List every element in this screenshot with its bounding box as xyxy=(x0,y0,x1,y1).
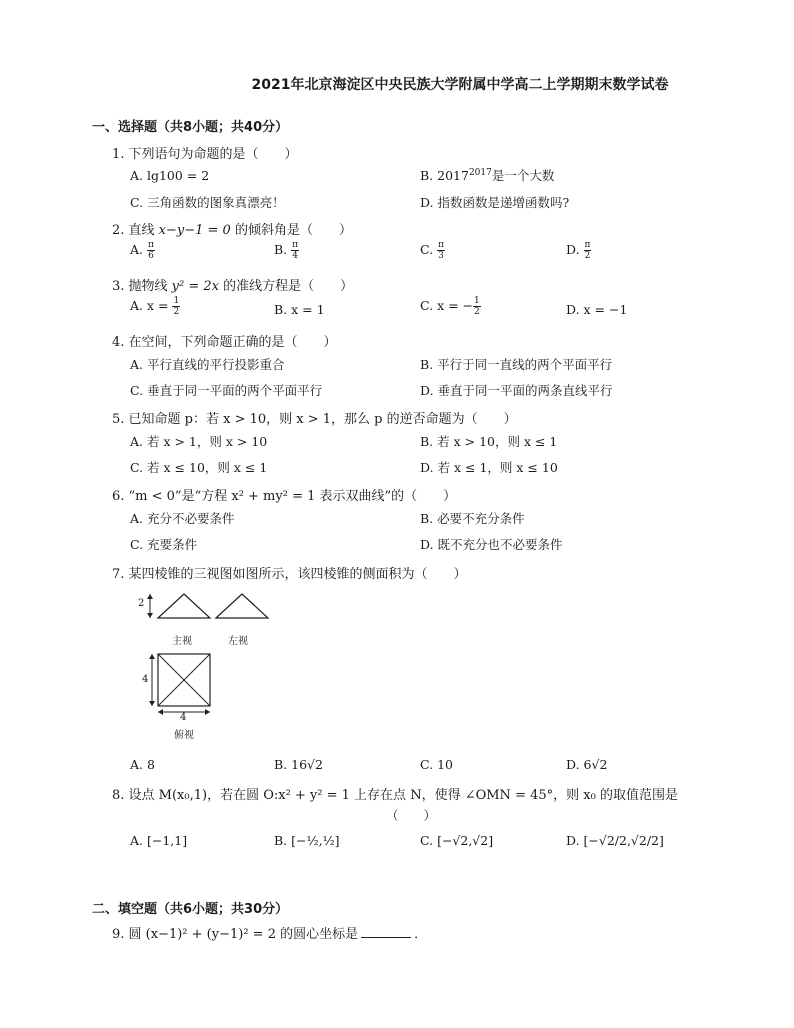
question-6-option-b: B. 必要不充分条件 xyxy=(420,511,525,526)
question-4-option-c: C. 垂直于同一平面的两个平面平行 xyxy=(130,383,323,398)
figure-height-label: 2 xyxy=(138,598,145,609)
question-5-stem: 5. 已知命题 p：若 x > 10，则 x > 1，那么 p 的逆否命题为（ ） xyxy=(112,412,517,427)
question-5-option-d: D. 若 x ≤ 1，则 x ≤ 10 xyxy=(420,460,558,475)
page-title: 2021年北京海淀区中央民族大学附属中学高二上学期期末数学试卷 xyxy=(251,77,669,93)
question-8-option-a: A. [−1,1] xyxy=(130,833,188,848)
question-1-option-c: C. 三角函数的图象真漂亮！ xyxy=(130,195,285,210)
figure-side-length-label: 4 xyxy=(142,674,149,685)
question-2-option-c: C. $\frac{\pi}{3}$ xyxy=(420,240,444,261)
question-1-option-b: B. $2017^{2017}$是一个大数 xyxy=(420,167,555,183)
question-7-stem: 7. 某四棱锥的三视图如图所示，该四棱锥的侧面积为（ ） xyxy=(112,567,467,582)
question-7-option-d: D. 6√2 xyxy=(566,757,608,772)
figure-front-view-label: 主视 xyxy=(172,636,192,647)
question-7-option-b: B. 16√2 xyxy=(274,757,323,772)
figure-top-view-label: 俯视 xyxy=(174,730,194,741)
figure-bottom-length-label: 4 xyxy=(180,712,187,723)
question-1-stem: 1. 下列语句为命题的是（ ） xyxy=(112,147,298,162)
three-view-figure xyxy=(136,586,296,746)
question-2-option-a: A. $\frac{\pi}{6}$ xyxy=(130,240,154,261)
question-9-stem: 9. 圆 (x−1)² + (y−1)² = 2 的圆心坐标是 ． xyxy=(112,927,428,942)
question-8-option-d: D. [−√2/2,√2/2] xyxy=(566,833,664,848)
question-3-option-a: A. x = $\frac{1}{2}$ xyxy=(130,296,180,317)
question-5-option-a: A. 若 x > 1，则 x > 10 xyxy=(130,434,268,449)
question-4-stem: 4. 在空间，下列命题正确的是（ ） xyxy=(112,335,337,350)
figure-left-view-label: 左视 xyxy=(228,636,248,647)
question-2-option-b: B. $\frac{\pi}{4}$ xyxy=(274,240,299,261)
question-8-stem: 8. 设点 M(x₀,1)，若在圆 O:x² + y² = 1 上存在点 N，使得 ∠OMN = 45°，则 x₀ 的取值范围是 xyxy=(112,788,678,803)
question-5-option-b: B. 若 x > 10，则 x ≤ 1 xyxy=(420,434,558,449)
question-7-option-c: C. 10 xyxy=(420,757,453,772)
section-fill-heading: 二、填空题（共6小题；共30分） xyxy=(92,902,289,917)
question-8-answer-paren: （ ） xyxy=(386,808,437,823)
question-7-option-a: A. 8 xyxy=(130,757,155,772)
question-8-option-b: B. [−½,½] xyxy=(274,833,340,848)
question-6-option-a: A. 充分不必要条件 xyxy=(130,511,235,526)
question-4-option-d: D. 垂直于同一平面的两条直线平行 xyxy=(420,383,613,398)
question-3-option-b: B. x = 1 xyxy=(274,302,325,317)
three-view-drawing xyxy=(136,586,296,746)
question-1-option-a: A. lg100 = 2 xyxy=(130,168,210,183)
question-5-option-c: C. 若 x ≤ 10，则 x ≤ 1 xyxy=(130,460,268,475)
question-3-option-c: C. x = − $\frac{1}{2}$ xyxy=(420,296,480,317)
question-6-option-d: D. 既不充分也不必要条件 xyxy=(420,537,563,552)
question-2-option-d: D. $\frac{\pi}{2}$ xyxy=(566,240,591,261)
answer-blank[interactable] xyxy=(361,937,411,938)
question-1-option-d: D. 指数函数是递增函数吗? xyxy=(420,195,570,210)
section-choice-heading: 一、选择题（共8小题；共40分） xyxy=(92,120,289,135)
question-6-option-c: C. 充要条件 xyxy=(130,537,198,552)
question-4-option-a: A. 平行直线的平行投影重合 xyxy=(130,357,285,372)
question-8-option-c: C. [−√2,√2] xyxy=(420,833,494,848)
front-view-triangle xyxy=(158,594,210,618)
question-3-option-d: D. x = −1 xyxy=(566,302,628,317)
question-6-stem: 6. “m < 0”是“方程 x² + my² = 1 表示双曲线”的（ ） xyxy=(112,489,457,504)
left-view-triangle xyxy=(216,594,268,618)
question-2-stem: 2. 直线 x−y−1 = 0 的倾斜角是（ ） xyxy=(112,223,352,238)
question-3-stem: 3. 抛物线 y² = 2x 的准线方程是（ ） xyxy=(112,279,354,294)
question-4-option-b: B. 平行于同一直线的两个平面平行 xyxy=(420,357,613,372)
